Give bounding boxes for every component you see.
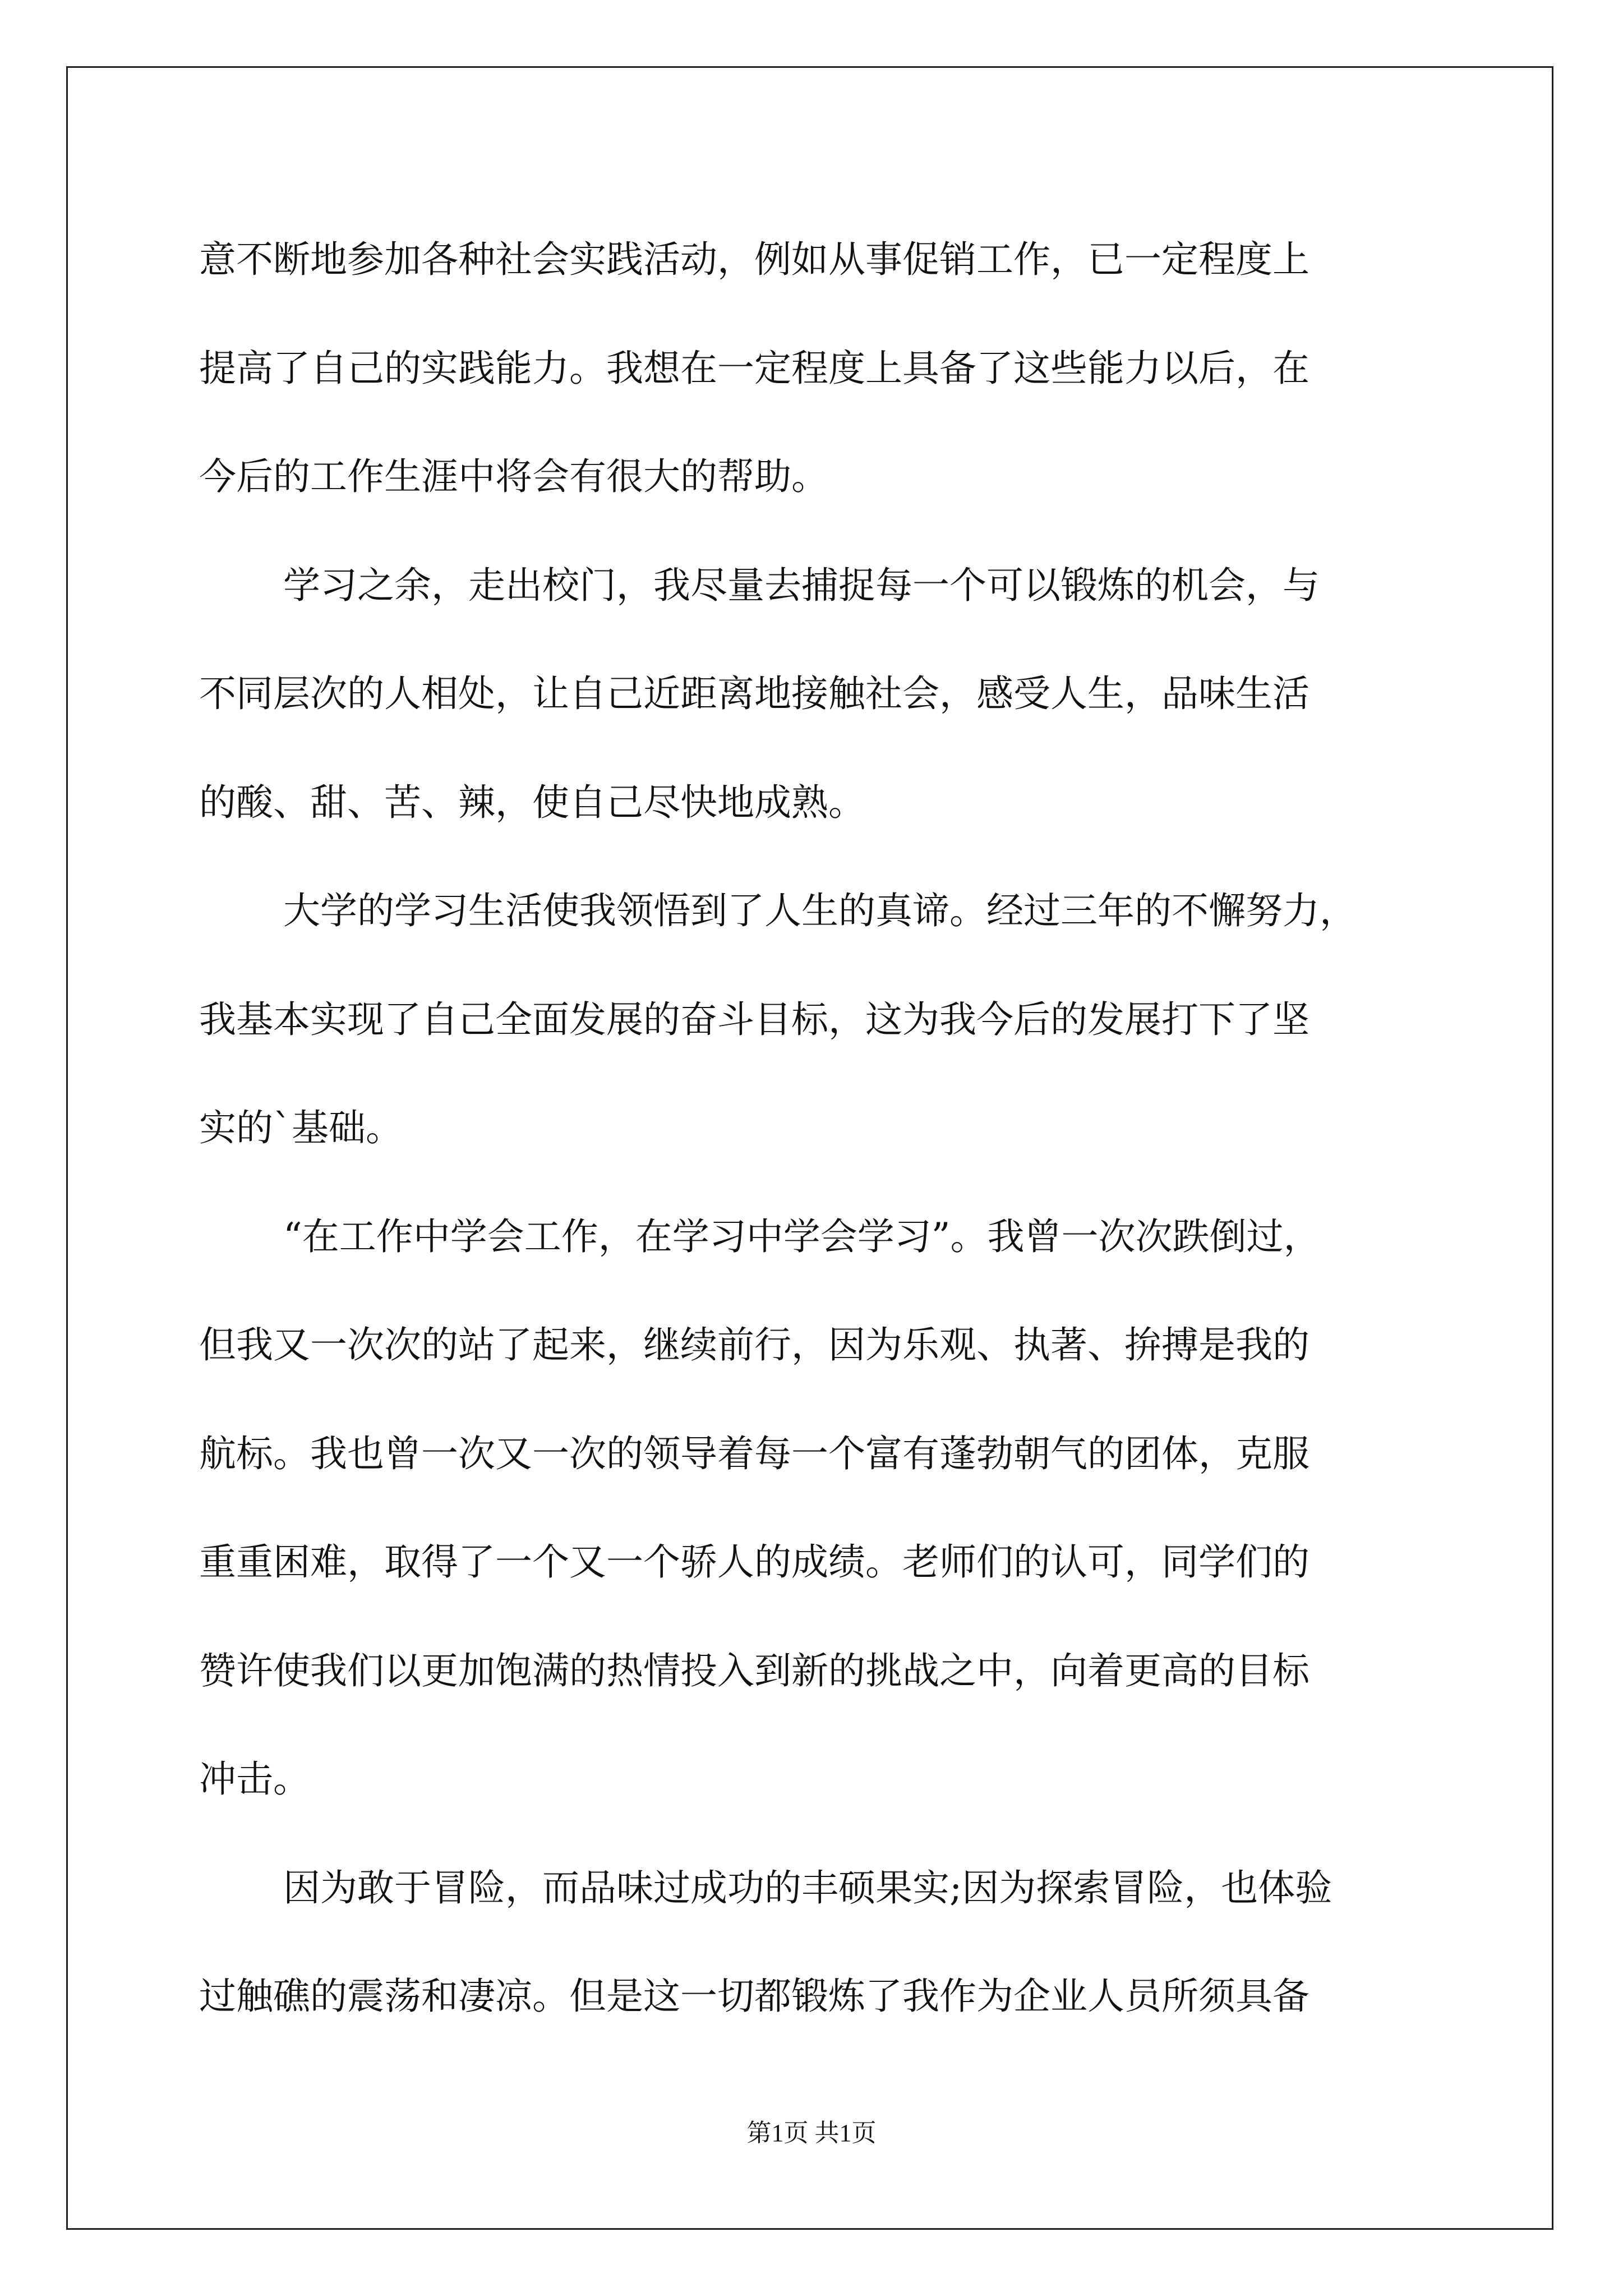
text-line-1: 意不断地参加各种社会实践活动，例如从事促销工作，已一定程度上 [199,238,1310,281]
text-line-2: 提高了自己的实践能力。我想在一定程度上具备了这些能力以后，在 [199,346,1310,390]
text-line-16: 因为敢于冒险，而品味过成功的丰硕果实;因为探索冒险，也体验 [283,1866,1332,1910]
text-line-4: 学习之余，走出校门，我尽量去捕捉每一个可以锻炼的机会，与 [283,563,1320,607]
document-body [199,205,1427,2051]
text-line-17: 过触礁的震荡和凄凉。但是这一切都锻炼了我作为企业人员所须具备 [199,1975,1310,2018]
text-line-8: 我基本实现了自己全面发展的奋斗目标，这为我今后的发展打下了坚 [199,997,1310,1041]
text-line-9: 实的`基础。 [199,1106,403,1149]
text-line-3: 今后的工作生涯中将会有很大的帮助。 [199,455,828,498]
text-line-6: 的酸、甜、苦、辣，使自己尽快地成熟。 [199,780,865,824]
text-line-5: 不同层次的人相处，让自己近距离地接触社会，感受人生，品味生活 [199,672,1310,715]
text-line-15: 冲击。 [199,1757,310,1801]
text-line-10: “在工作中学会工作，在学习中学会学习”。我曾一次次跌倒过， [283,1214,1321,1258]
text-line-14: 赞许使我们以更加饱满的热情投入到新的挑战之中，向着更高的目标 [199,1649,1310,1692]
text-line-13: 重重困难，取得了一个又一个骄人的成绩。老师们的认可，同学们的 [199,1540,1310,1584]
page-number-footer: 第1页 共1页 [746,2119,877,2147]
text-line-12: 航标。我也曾一次又一次的领导着每一个富有蓬勃朝气的团体，克服 [199,1432,1310,1475]
text-line-7: 大学的学习生活使我领悟到了人生的真谛。经过三年的不懈努力， [283,889,1357,932]
text-line-11: 但我又一次次的站了起来，继续前行，因为乐观、执著、拚搏是我的 [199,1323,1310,1366]
